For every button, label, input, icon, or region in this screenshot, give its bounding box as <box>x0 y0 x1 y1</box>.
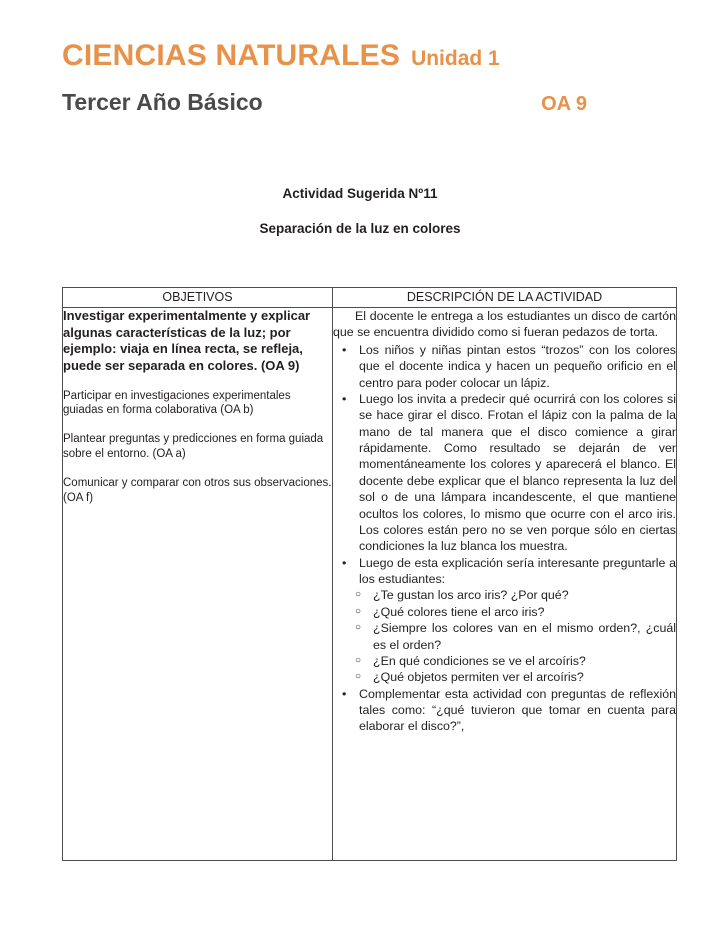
list-item-text: Luego los invita a predecir qué ocurrirá con los colores si se hace girar el disco. Frotan el lápiz con la palma de la mano de tal manera que el disco comience a girar rápidamente. Como resultado se dejarán de ver momentáneamente los colores y aparecerá el blanco. El docente debe explicar que el blanco representa la luz del sol o de una lámpara incandescente, el que mantiene ocultos los colores, lo mismo que ocurre con el arco iris. Los colores están pero no se ven porque sólo en ciertas condiciones la luz blanca los muestra. <box>359 391 676 554</box>
activity-heading-block <box>62 186 658 236</box>
list-item-text: Luego de esta explicación sería interesante preguntarle a los estudiantes: <box>359 555 676 586</box>
list-item-text: ¿Qué colores tiene el arco iris? <box>373 604 545 619</box>
objective-main: Investigar experimentalmente y explicar algunas características de la luz; por ejemplo: viaja en línea recta, se refleja, puede ser separada en colores. (OA 9) <box>63 308 311 373</box>
list-item-text: ¿Qué objetos permiten ver el arcoíris? <box>373 670 584 685</box>
subject-title: CIENCIAS NATURALES <box>62 39 401 72</box>
subject-title-line <box>62 40 660 72</box>
bullet-marker-icon: ○ <box>355 605 362 617</box>
list-item <box>333 669 676 685</box>
column-header-description: DESCRIPCIÓN DE LA ACTIVIDAD <box>333 288 677 308</box>
list-item-text: Los niños y niñas pintan estos “trozos” con los colores que el docente indica y hacen un pequeño orificio en el centro para poder colocar un lápiz. <box>359 342 676 390</box>
objective-item: Comunicar y comparar con otros sus observaciones. (OA f) <box>63 477 332 505</box>
activity-name: Separación de la luz en colores <box>259 221 461 236</box>
column-header-objectives: OBJETIVOS <box>63 288 333 308</box>
bullet-marker-icon: ○ <box>355 589 362 601</box>
bullet-marker-icon: ○ <box>355 622 362 634</box>
bullet-marker-icon: ○ <box>355 671 362 683</box>
table-header-row <box>63 288 677 308</box>
list-item <box>333 587 676 603</box>
list-item <box>333 342 676 391</box>
bullet-marker-icon: ○ <box>355 654 362 666</box>
list-item <box>333 604 676 620</box>
list-item <box>333 686 676 735</box>
list-item-text: ¿En qué condiciones se ve el arcoíris? <box>373 653 586 668</box>
grade-title: Tercer Año Básico <box>62 88 263 115</box>
bullet-marker-icon: • <box>342 391 347 406</box>
table-body-row <box>63 308 677 861</box>
list-item <box>333 391 676 555</box>
objectives-cell <box>63 308 333 861</box>
objective-item: Plantear preguntas y predicciones en forma guiada sobre el entorno. (OA a) <box>63 433 324 461</box>
description-intro-paragraph: El docente le entrega a los estudiantes un disco de cartón que se encuentra dividido como si fueran pedazos de torta. <box>333 309 676 340</box>
activity-number: Actividad Sugerida Nº11 <box>282 186 438 201</box>
list-item-text: ¿Te gustan los arco iris? ¿Por qué? <box>373 588 569 603</box>
objective-item: Participar en investigaciones experimentales guiadas en forma colaborativa (OA b) <box>63 389 291 417</box>
description-bullet-list <box>333 342 676 735</box>
oa-code-badge: OA 9 <box>541 92 587 115</box>
document-header <box>62 40 660 115</box>
list-item-text: Complementar esta actividad con preguntas de reflexión tales como: “¿qué tuvieron que tomar en cuenta para elaborar el disco?”, <box>359 686 676 734</box>
bullet-marker-icon: • <box>342 686 347 701</box>
grade-line <box>62 90 587 115</box>
list-item <box>333 653 676 669</box>
list-item-text: ¿Siempre los colores van en el mismo orden?, ¿cuál es el orden? <box>373 621 676 652</box>
unit-label: Unidad 1 <box>411 47 500 70</box>
description-cell <box>333 308 677 861</box>
list-item <box>333 555 676 588</box>
bullet-marker-icon: • <box>342 342 347 357</box>
bullet-marker-icon: • <box>342 555 347 570</box>
list-item <box>333 620 676 653</box>
activity-table <box>62 287 677 861</box>
